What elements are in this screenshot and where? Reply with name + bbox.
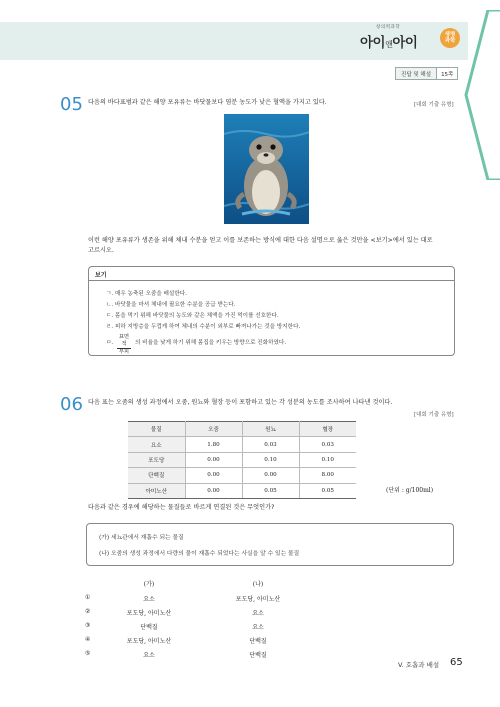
concentration-table (128, 421, 356, 499)
table-cell: 0.00 (242, 468, 299, 483)
bogi-item: ㄱ. 매우 농축된 오줌을 배설한다. (106, 291, 187, 297)
question-05-source: [대회 기출 유형] (414, 102, 454, 108)
table-header: 오줌 (185, 422, 242, 437)
table-cell: 0.10 (299, 452, 356, 467)
bogi-item: ㄴ. 바닷물을 마셔 체내에 필요한 수분을 공급 받는다. (106, 302, 236, 308)
bogi-divider (89, 280, 454, 281)
table-header: 물질 (128, 422, 185, 437)
table-cell: 0.10 (242, 452, 299, 467)
table-cell: 요소 (128, 437, 185, 452)
brand-title: 아이앤아이 (360, 35, 418, 51)
question-05-text: 다음의 바다표범과 같은 해양 포유류는 바닷물보다 염분 농도가 낮은 혈액을 가지고 있다. (88, 99, 327, 106)
table-cell: 8.00 (299, 468, 356, 483)
table-header: 원뇨 (242, 422, 299, 437)
table-row (128, 452, 356, 467)
subject-badge: 생명 과학 (440, 28, 460, 48)
table-row (128, 483, 356, 498)
choice-option-5[interactable]: ⑤ 요소 단백질 (85, 650, 267, 659)
seal-photo-icon (224, 114, 309, 224)
table-cell: 0.00 (185, 468, 242, 483)
page-number: 65 (450, 657, 463, 668)
choice-option-4[interactable]: ④ 포도당, 아미노산 단백질 (85, 636, 267, 645)
table-cell: 아미노산 (128, 483, 185, 498)
table-cell: 0.00 (185, 483, 242, 498)
answer-label: 진답 및 해설 (395, 67, 437, 80)
choice-option-3[interactable]: ③ 단백질 요소 (85, 622, 264, 631)
table-unit: (단위 : g/100ml) (386, 487, 434, 494)
table-cell: 0.03 (242, 437, 299, 452)
choice-header-row (85, 579, 325, 593)
condition-item: (가) 세뇨관에서 재흡수 되는 물질 (99, 535, 184, 541)
table-cell: 단백질 (128, 468, 185, 483)
question-06-source: [대회 기출 유형] (414, 412, 454, 418)
table-cell: 1.80 (185, 437, 242, 452)
table-cell: 0.00 (185, 452, 242, 467)
bogi-item-prefix: ㅁ. (106, 340, 114, 346)
table-cell: 0.03 (299, 437, 356, 452)
fraction-denominator: 부피 (118, 349, 130, 355)
question-number-05: 05 (60, 94, 83, 115)
question-number-06: 06 (60, 394, 83, 415)
brand-logo (360, 24, 470, 60)
bogi-item: 의 비율을 낮게 하기 위해 몸집을 키우는 방향으로 진화하였다. (135, 340, 287, 346)
choice-option-2[interactable]: ② 포도당, 아미노산 요소 (85, 608, 264, 617)
table-cell: 0.05 (299, 483, 356, 498)
fraction (117, 334, 131, 356)
choice-header: (나) (252, 581, 264, 588)
table-header-row (128, 422, 356, 437)
choice-header: (가) (143, 581, 155, 588)
table-cell: 포도당 (128, 452, 185, 467)
table-header: 혈장 (299, 422, 356, 437)
table-cell: 0.05 (242, 483, 299, 498)
answer-page: 15쪽 (437, 67, 458, 80)
question-05-prompt: 이런 해양 포유류가 생존을 위해 체내 수분을 얻고 이를 보존하는 방식에 대한 다음 설명으로 옳은 것만을 <보기>에서 있는 대로 고르시오. (88, 237, 433, 254)
brand-subtitle: 창의력과학 (376, 25, 401, 30)
fraction-numerator: 표면적 (118, 334, 130, 347)
question-06-text: 다음 표는 오줌의 생성 과정에서 오줌, 원뇨와 혈장 등이 포함하고 있는 각 성분의 농도를 조사하여 나타낸 것이다. (88, 399, 393, 406)
answer-page-reference (395, 67, 458, 80)
bogi-title: 보기 (95, 272, 107, 279)
condition-box (86, 523, 454, 566)
condition-item: (나) 오줌의 생성 과정에서 다량의 물이 재흡수 되었다는 사실을 알 수 있는 물질 (99, 551, 300, 557)
chapter-footer: V. 호흡과 배설 (398, 661, 440, 669)
question-06-prompt: 다음과 같은 경우에 해당하는 물질들로 바르게 연결된 것은 무엇인가? (88, 504, 275, 511)
table-row (128, 468, 356, 483)
choice-option-1[interactable]: ① 요소 포도당, 아미노산 (85, 594, 281, 603)
bogi-item: ㄷ. 몸을 먹기 위해 바닷물의 농도와 같은 체액을 가진 먹이를 선호한다. (106, 313, 279, 319)
table-row (128, 437, 356, 452)
bogi-item: ㄹ. 피하 지방층을 두껍게 하여 체내의 수분이 외부로 빠져나가는 것을 방지한다. (106, 324, 301, 330)
bogi-box (88, 266, 455, 356)
